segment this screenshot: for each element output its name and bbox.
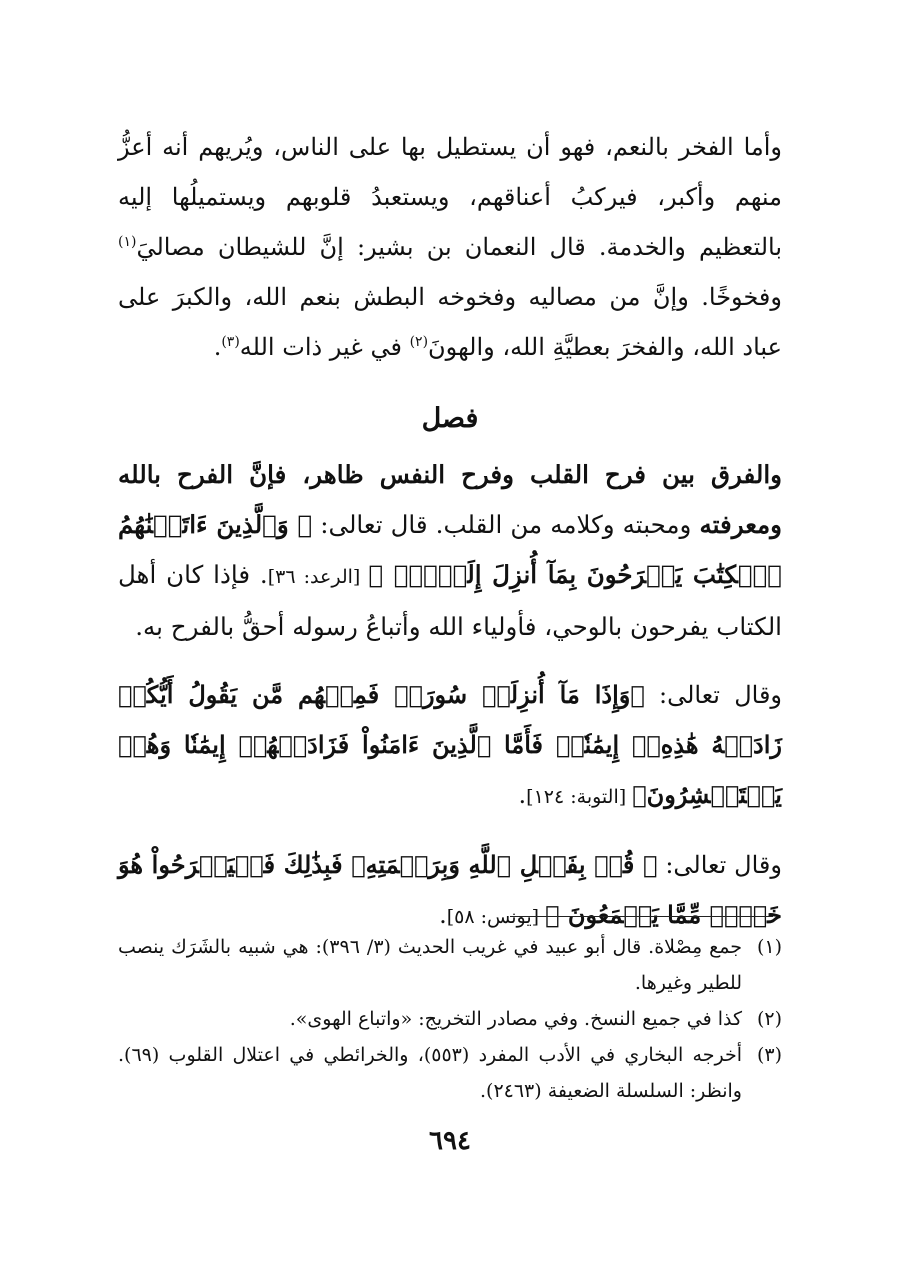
main-text [118, 122, 782, 942]
paragraph-text: . [213, 333, 222, 361]
footnote-number: (٣) [756, 1044, 782, 1066]
paragraph-lead-text: والفرق بين فرح القلب وفرح النفس ظاهر، فإنَّ الفرح بالله ومعرفته [118, 460, 782, 539]
paragraph-text: وأما الفخر بالنعم، فهو أن يستطيل بها على الناس، ويُريهم أنه أعزُّ منهم وأكبر، فيركبُ أعناقهم، ويستعبدُ قلوبهم ويستميلُها إليه بالتعظيم والخدمة. قال النعمان بن بشير: إنَّ للشيطان مصاليَ [118, 133, 783, 261]
footnote-text: جمع مِصْلاة. قال أبو عبيد في غريب الحديث (٣/ ٣٩٦): هي شبيه بالشَرَك ينصب للطير وغيرها. [118, 936, 742, 994]
footnote-3 [118, 1037, 782, 1109]
quran-verse: ﴿وَإِذَا مَآ أُنزِلَتۡ سُورَةٞ فَمِنۡهُم مَّن يَقُولُ أَيُّكُمۡ زَادَتۡهُ هَٰذِهِۦٓ إِيمَٰنٗاۚ فَأَمَّا ٱلَّذِينَ ءَامَنُواْ فَزَادَتۡهُمۡ إِيمَٰنٗا وَهُمۡ يَسۡتَبۡشِرُونَ﴾ [118, 680, 782, 809]
paragraph-text: . فإذا كان أهل الكتاب يفرحون بالوحي، فأولياء الله وأتباعُ رسوله أحقُّ بالفرح به. [118, 560, 782, 641]
footnote-1 [118, 929, 782, 1001]
paragraph-text: . [518, 781, 527, 809]
footnote-number: (٢) [756, 1008, 782, 1030]
paragraph-text: في غير ذات الله [239, 333, 410, 361]
quran-verse: ﴿ وَٱلَّذِينَ ءَاتَيۡنَٰهُمُ ٱلۡكِتَٰبَ يَفۡرَحُونَ بِمَآ أُنزِلَ إِلَيۡكَۖ ﴾ [118, 510, 782, 589]
verse-reference: [التوبة: ١٢٤] [526, 786, 633, 808]
footnotes [118, 929, 782, 1109]
footnote-ref-3[interactable]: (٣) [221, 334, 240, 350]
page-number: ٦٩٤ [429, 1126, 471, 1156]
paragraph-text: وقال تعالى: [657, 851, 782, 879]
paragraph-quote-tawbah [118, 670, 782, 822]
footnote-separator [510, 916, 773, 917]
footnote-number: (١) [756, 936, 782, 958]
paragraph-quote-yunus [118, 840, 782, 942]
verse-reference: [يونس: ٥٨] [446, 906, 546, 928]
paragraph-pride-in-blessings [118, 122, 782, 372]
paragraph-text: وقال تعالى: [644, 681, 783, 709]
paragraph-text: ومحبته وكلامه من القلب. قال تعالى: [312, 510, 700, 539]
footnote-text: أخرجه البخاري في الأدب المفرد (٥٥٣)، والخرائطي في اعتلال القلوب (٦٩). وانظر: السلسلة الضعيفة (٢٤٦٣). [118, 1044, 742, 1102]
section-title: فصل [421, 403, 479, 434]
quran-verse: ﴿ قُلۡ بِفَضۡلِ ٱللَّهِ وَبِرَحۡمَتِهِۦ فَبِذَٰلِكَ فَلۡيَفۡرَحُواْ هُوَ خَيۡرٞ مِّمَّا يَجۡمَعُونَ ﴾ [118, 850, 782, 929]
paragraph-text: وفخوخًا. وإنَّ من مصاليه وفخوخه البطش بنعم الله، والكبرَ على عباد الله، والفخرَ بعطيَّةِ الله، والهونَ [118, 283, 782, 361]
paragraph-heart-joy [118, 450, 782, 652]
verse-reference: [الرعد: ٣٦] [267, 566, 369, 588]
footnote-text: كذا في جميع النسخ. وفي مصادر التخريج: «واتباع الهوى». [289, 1008, 742, 1030]
paragraph-text: . [439, 901, 447, 929]
footnote-ref-2[interactable]: (٢) [409, 334, 429, 350]
footnote-ref-1[interactable]: (١) [118, 234, 137, 250]
footnote-2 [118, 1001, 782, 1037]
